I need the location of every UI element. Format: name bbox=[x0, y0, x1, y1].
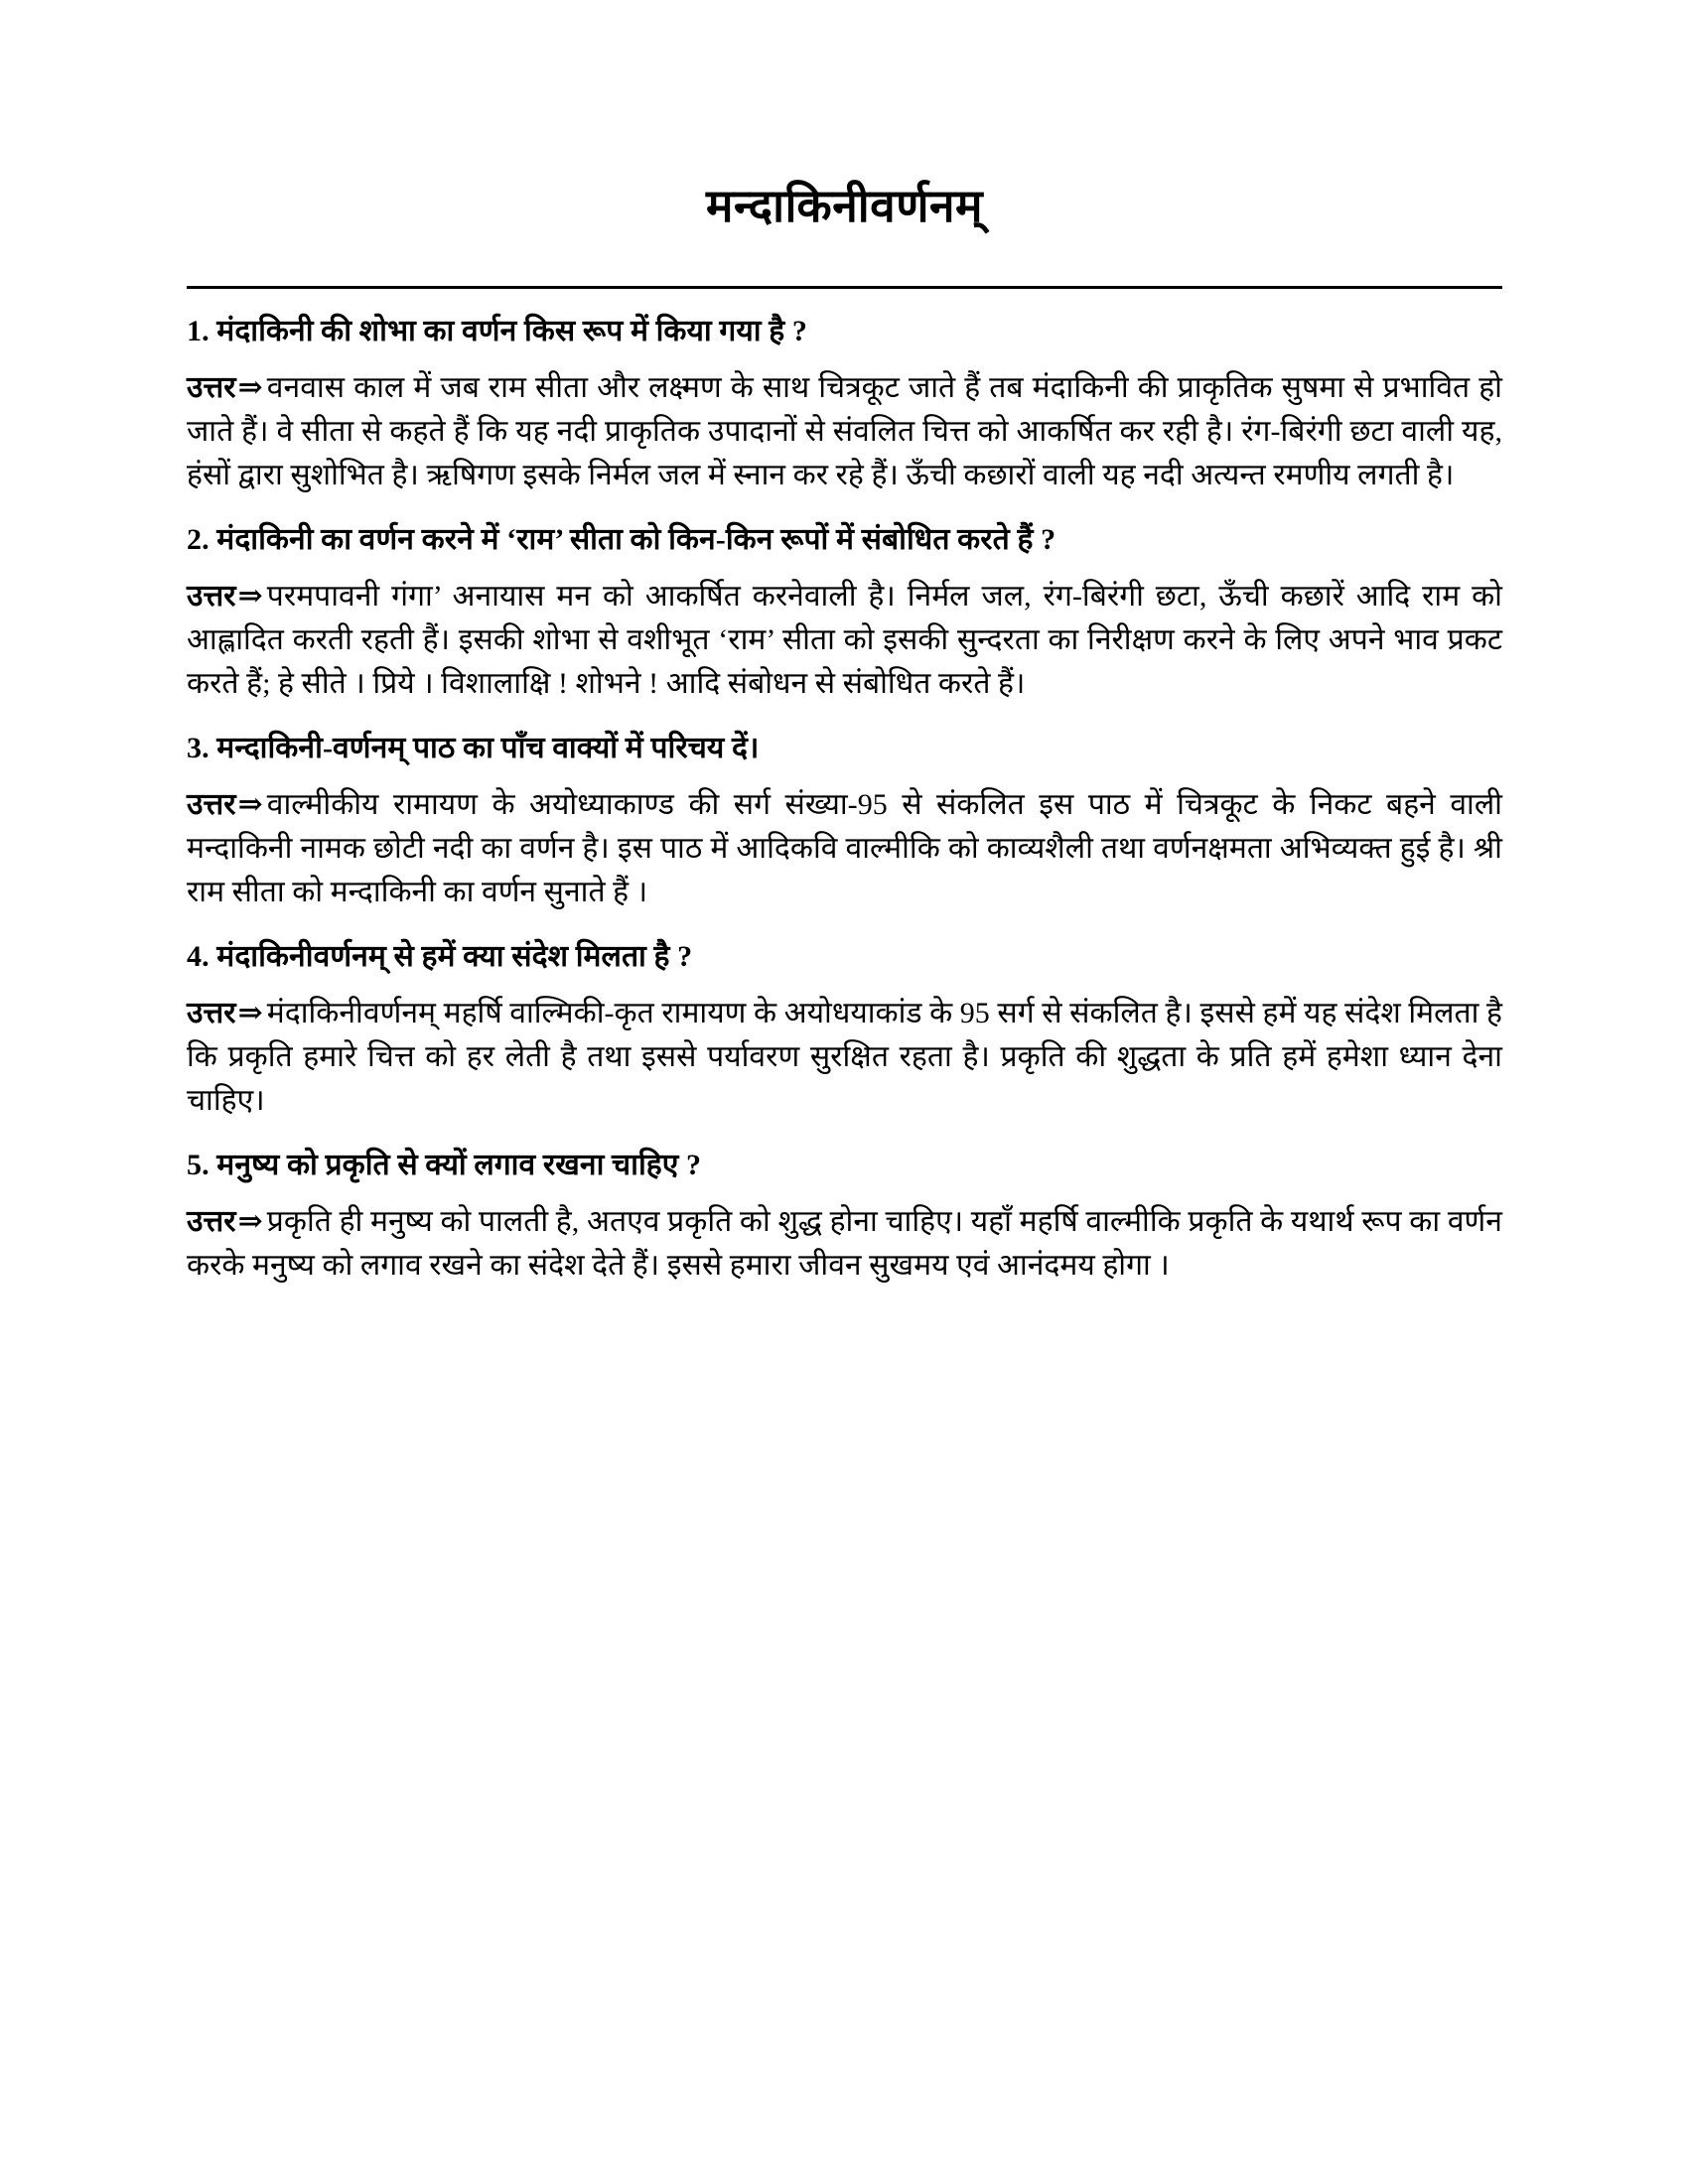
answer-label-3: उत्तर bbox=[187, 788, 236, 822]
document-content bbox=[187, 0, 1502, 1288]
answer-arrow-icon-4: ⇒ bbox=[237, 997, 263, 1030]
qa-item-2 bbox=[187, 519, 1502, 706]
answer-text-1: वनवास काल में जब राम सीता और लक्ष्मण के साथ चित्रकूट जाते हैं तब मंदाकिनी की प्राकृतिक सुषमा से प्रभावित हो जाते हैं। वे सीता से कहते हैं कि यह नदी प्राकृतिक उपादानों से संवलित चित्त को आकर्षित कर रही है। रंग-बिरंगी छटा वाली यह, हंसों द्वारा सुशोभित है। ऋषिगण इसके निर्मल जल में स्नान कर रहे हैं। ऊँची कछारों वाली यह नदी अत्यन्त रमणीय लगती है। bbox=[187, 371, 1502, 492]
answer-label-1: उत्तर bbox=[187, 371, 236, 405]
answer-label-5: उत्तर bbox=[187, 1205, 236, 1239]
answer-text-5: प्रकृति ही मनुष्य को पालती है, अतएव प्रकृति को शुद्ध होना चाहिए। यहाँ महर्षि वाल्मीकि प्रकृति के यथार्थ रूप का वर्णन करके मनुष्य को लगाव रखने का संदेश देते हैं। इससे हमारा जीवन सुखमय एवं आनंदमय होगा । bbox=[187, 1205, 1502, 1283]
answer-text-3: वाल्मीकीय रामायण के अयोध्याकाण्ड की सर्ग संख्या-95 से संकलित इस पाठ में चित्रकूट के निकट बहने वाली मन्दाकिनी नामक छोटी नदी का वर्णन है। इस पाठ में आदिकवि वाल्मीकि को काव्यशैली तथा वर्णनक्षमता अभिव्यक्त हुई है। श्री राम सीता को मन्दाकिनी का वर्णन सुनाते हैं । bbox=[187, 788, 1502, 909]
question-text-2: 2. मंदाकिनी का वर्णन करने में ‘राम’ सीता को किन-किन रूपों में संबोधित करते हैं ? bbox=[187, 522, 1056, 556]
qa-item-5 bbox=[187, 1145, 1502, 1288]
question-text-3: 3. मन्दाकिनी-वर्णनम् पाठ का पाँच वाक्यों में परिचय दें। bbox=[187, 731, 760, 764]
answer-text-4: मंदाकिनीवर्णनम् महर्षि वाल्मिकी-कृत रामायण के अयोधयाकांड के 95 सर्ग से संकलित है। इससे हमें यह संदेश मिलता है कि प्रकृति हमारे चित्त को हर लेती है तथा इससे पर्यावरण सुरक्षित रहता है। प्रकृति की शुद्धता के प्रति हमें हमेशा ध्यान देना चाहिए। bbox=[187, 997, 1502, 1118]
qa-item-1 bbox=[187, 311, 1502, 497]
qa-item-3 bbox=[187, 728, 1502, 914]
answer-paragraph-1 bbox=[187, 366, 1502, 496]
answer-label-4: उत्तर bbox=[187, 997, 236, 1030]
question-text-4: 4. मंदाकिनीवर्णनम् से हमें क्या संदेश मिलता है ? bbox=[187, 939, 693, 973]
answer-label-2: उत्तर bbox=[187, 580, 236, 614]
answer-arrow-icon-1: ⇒ bbox=[237, 371, 263, 405]
page-title: मन्दाकिनीवर्णनम् bbox=[705, 181, 984, 231]
question-text-1: 1. मंदाकिनी की शोभा का वर्णन किस रूप में किया गया है ? bbox=[187, 314, 807, 347]
answer-paragraph-3 bbox=[187, 783, 1502, 913]
answer-arrow-icon-5: ⇒ bbox=[237, 1205, 263, 1239]
answer-arrow-icon-3: ⇒ bbox=[237, 788, 263, 822]
answer-text-2: परमपावनी गंगा’ अनायास मन को आकर्षित करनेवाली है। निर्मल जल, रंग-बिरंगी छटा, ऊँची कछारें आदि राम को आह्लादित करती रहती हैं। इसकी शोभा से वशीभूत ‘राम’ सीता को इसकी सुन्दरता का निरीक्षण करने के लिए अपने भाव प्रकट करते हैं; हे सीते । प्रिये । विशालाक्षि ! शोभने ! आदि संबोधन से संबोधित करते हैं। bbox=[187, 580, 1502, 701]
answer-paragraph-5 bbox=[187, 1200, 1502, 1288]
answer-arrow-icon-2: ⇒ bbox=[237, 580, 263, 614]
qa-item-4 bbox=[187, 936, 1502, 1123]
answer-paragraph-4 bbox=[187, 992, 1502, 1122]
question-answer-list bbox=[187, 311, 1502, 1288]
title-divider bbox=[187, 286, 1502, 289]
answer-paragraph-2 bbox=[187, 575, 1502, 705]
question-text-5: 5. मनुष्य को प्रकृति से क्यों लगाव रखना चाहिए ? bbox=[187, 1148, 702, 1181]
